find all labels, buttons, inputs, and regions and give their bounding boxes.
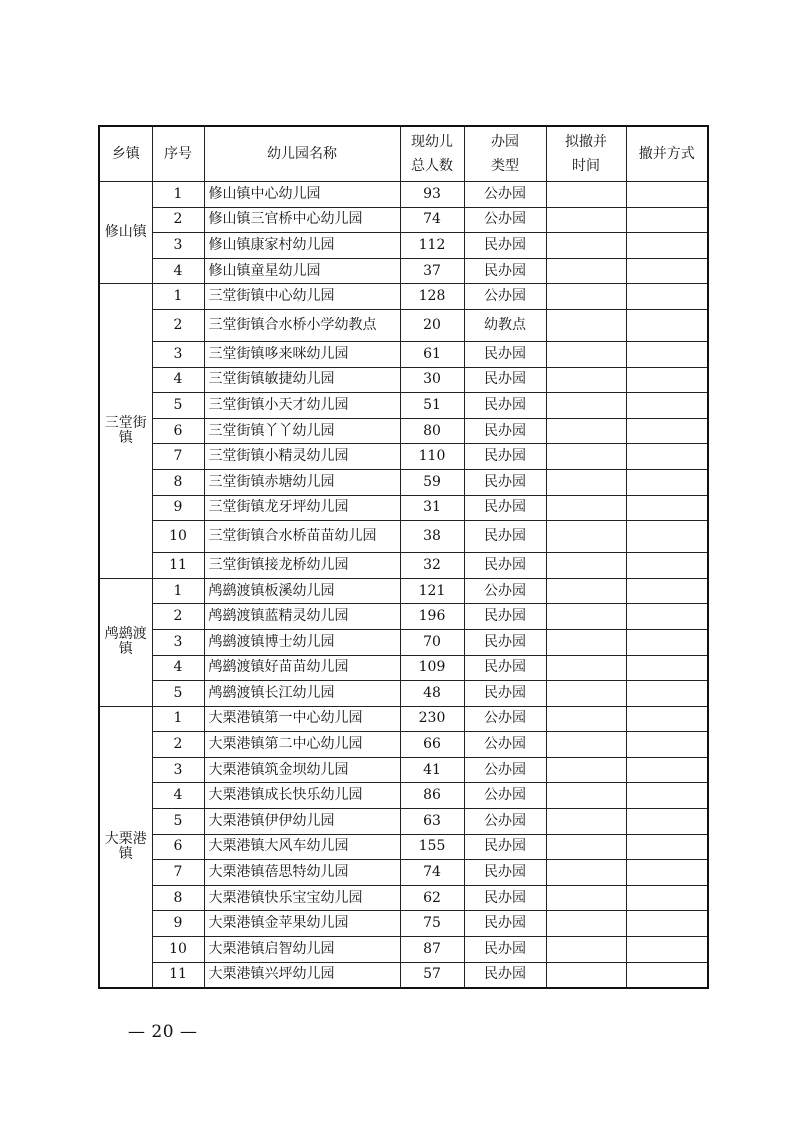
name-cell: 三堂街镇合水桥苗苗幼儿园 [204,521,400,553]
method-cell [626,757,708,783]
seq-cell: 3 [152,629,204,655]
type-cell: 民办园 [464,604,546,630]
method-cell [626,834,708,860]
seq-cell: 3 [152,341,204,367]
table-row [99,937,708,963]
time-cell [546,284,626,310]
method-cell [626,469,708,495]
time-cell [546,444,626,470]
type-cell: 民办园 [464,911,546,937]
header-time [546,126,626,182]
header-count [400,126,464,182]
type-cell: 民办园 [464,521,546,553]
table-row [99,469,708,495]
town-cell: 修山镇 [99,182,152,284]
type-cell: 民办园 [464,418,546,444]
table-row [99,258,708,284]
method-cell [626,393,708,419]
table-row [99,962,708,988]
type-cell: 民办园 [464,885,546,911]
method-cell [626,578,708,604]
name-cell: 三堂街镇丫丫幼儿园 [204,418,400,444]
seq-cell: 4 [152,258,204,284]
seq-cell: 2 [152,732,204,758]
name-cell: 修山镇童星幼儿园 [204,258,400,284]
seq-cell: 4 [152,783,204,809]
kindergarten-table [98,125,709,989]
type-cell: 幼教点 [464,309,546,341]
count-cell: 62 [400,885,464,911]
name-cell: 大栗港镇启智幼儿园 [204,937,400,963]
time-cell [546,937,626,963]
count-cell: 32 [400,553,464,579]
type-cell: 民办园 [464,233,546,259]
method-cell [626,258,708,284]
method-cell [626,341,708,367]
seq-cell: 10 [152,937,204,963]
seq-cell: 1 [152,182,204,208]
count-cell: 74 [400,207,464,233]
header-time-line1: 拟撤并 [565,134,607,150]
header-name: 幼儿园名称 [204,126,400,182]
count-cell: 38 [400,521,464,553]
name-cell: 三堂街镇哆来咪幼儿园 [204,341,400,367]
count-cell: 61 [400,341,464,367]
name-cell: 鸬鹚渡镇板溪幼儿园 [204,578,400,604]
table-row [99,911,708,937]
table-row [99,681,708,707]
name-cell: 三堂街镇中心幼儿园 [204,284,400,310]
method-cell [626,418,708,444]
seq-cell: 8 [152,469,204,495]
header-town: 乡镇 [99,126,152,182]
time-cell [546,783,626,809]
header-method: 撤并方式 [626,126,708,182]
time-cell [546,469,626,495]
type-cell: 民办园 [464,962,546,988]
type-cell: 民办园 [464,495,546,521]
method-cell [626,911,708,937]
name-cell: 大栗港镇第一中心幼儿园 [204,706,400,732]
name-cell: 大栗港镇金苹果幼儿园 [204,911,400,937]
method-cell [626,309,708,341]
table-row [99,706,708,732]
name-cell: 修山镇三官桥中心幼儿园 [204,207,400,233]
time-cell [546,860,626,886]
count-cell: 66 [400,732,464,758]
method-cell [626,681,708,707]
table-row [99,655,708,681]
seq-cell: 7 [152,444,204,470]
method-cell [626,783,708,809]
type-cell: 公办园 [464,207,546,233]
type-cell: 民办园 [464,937,546,963]
time-cell [546,418,626,444]
method-cell [626,937,708,963]
header-type [464,126,546,182]
type-cell: 公办园 [464,284,546,310]
method-cell [626,233,708,259]
time-cell [546,578,626,604]
time-cell [546,182,626,208]
count-cell: 75 [400,911,464,937]
name-cell: 三堂街镇敏捷幼儿园 [204,367,400,393]
time-cell [546,809,626,835]
method-cell [626,284,708,310]
method-cell [626,521,708,553]
name-cell: 鸬鹚渡镇好苗苗幼儿园 [204,655,400,681]
time-cell [546,681,626,707]
name-cell: 鸬鹚渡镇长江幼儿园 [204,681,400,707]
method-cell [626,553,708,579]
count-cell: 30 [400,367,464,393]
seq-cell: 5 [152,393,204,419]
table-row [99,578,708,604]
count-cell: 37 [400,258,464,284]
count-cell: 230 [400,706,464,732]
table-row [99,860,708,886]
time-cell [546,367,626,393]
table-row [99,182,708,208]
town-cell: 三堂街镇 [99,284,152,578]
time-cell [546,732,626,758]
name-cell: 三堂街镇小天才幼儿园 [204,393,400,419]
seq-cell: 11 [152,553,204,579]
method-cell [626,444,708,470]
page-number: — 20 — [128,1022,198,1042]
type-cell: 民办园 [464,629,546,655]
type-cell: 民办园 [464,834,546,860]
seq-cell: 4 [152,367,204,393]
count-cell: 31 [400,495,464,521]
count-cell: 59 [400,469,464,495]
seq-cell: 3 [152,233,204,259]
name-cell: 大栗港镇伊伊幼儿园 [204,809,400,835]
name-cell: 鸬鹚渡镇蓝精灵幼儿园 [204,604,400,630]
seq-cell: 2 [152,207,204,233]
seq-cell: 5 [152,681,204,707]
name-cell: 修山镇中心幼儿园 [204,182,400,208]
time-cell [546,757,626,783]
time-cell [546,341,626,367]
count-cell: 93 [400,182,464,208]
type-cell: 民办园 [464,553,546,579]
table-row [99,341,708,367]
type-cell: 民办园 [464,258,546,284]
header-type-line1: 办园 [491,134,519,150]
count-cell: 196 [400,604,464,630]
method-cell [626,885,708,911]
time-cell [546,962,626,988]
seq-cell: 7 [152,860,204,886]
time-cell [546,393,626,419]
method-cell [626,706,708,732]
seq-cell: 3 [152,757,204,783]
name-cell: 修山镇康家村幼儿园 [204,233,400,259]
count-cell: 48 [400,681,464,707]
time-cell [546,258,626,284]
time-cell [546,233,626,259]
count-cell: 63 [400,809,464,835]
table-row [99,521,708,553]
time-cell [546,553,626,579]
seq-cell: 4 [152,655,204,681]
table-row [99,885,708,911]
method-cell [626,860,708,886]
count-cell: 41 [400,757,464,783]
name-cell: 大栗港镇大风车幼儿园 [204,834,400,860]
name-cell: 三堂街镇赤塘幼儿园 [204,469,400,495]
table-row [99,207,708,233]
method-cell [626,629,708,655]
count-cell: 109 [400,655,464,681]
time-cell [546,911,626,937]
count-cell: 80 [400,418,464,444]
name-cell: 大栗港镇成长快乐幼儿园 [204,783,400,809]
table-row [99,809,708,835]
time-cell [546,706,626,732]
seq-cell: 9 [152,495,204,521]
town-cell: 鸬鹚渡镇 [99,578,152,706]
table-row [99,732,708,758]
time-cell [546,309,626,341]
type-cell: 民办园 [464,393,546,419]
header-time-line2: 时间 [572,158,600,174]
name-cell: 大栗港镇蓓思特幼儿园 [204,860,400,886]
type-cell: 民办园 [464,681,546,707]
time-cell [546,495,626,521]
name-cell: 三堂街镇接龙桥幼儿园 [204,553,400,579]
method-cell [626,655,708,681]
name-cell: 三堂街镇小精灵幼儿园 [204,444,400,470]
method-cell [626,604,708,630]
table-row [99,233,708,259]
table-body [99,182,708,989]
seq-cell: 5 [152,809,204,835]
type-cell: 民办园 [464,444,546,470]
seq-cell: 9 [152,911,204,937]
count-cell: 74 [400,860,464,886]
seq-cell: 2 [152,604,204,630]
header-count-line2: 总人数 [411,158,453,174]
name-cell: 大栗港镇快乐宝宝幼儿园 [204,885,400,911]
method-cell [626,809,708,835]
count-cell: 121 [400,578,464,604]
name-cell: 大栗港镇筑金坝幼儿园 [204,757,400,783]
town-cell: 大栗港镇 [99,706,152,988]
method-cell [626,367,708,393]
table-row [99,604,708,630]
time-cell [546,629,626,655]
type-cell: 公办园 [464,182,546,208]
seq-cell: 6 [152,834,204,860]
seq-cell: 1 [152,284,204,310]
table-row [99,783,708,809]
time-cell [546,885,626,911]
time-cell [546,834,626,860]
seq-cell: 2 [152,309,204,341]
count-cell: 110 [400,444,464,470]
type-cell: 公办园 [464,732,546,758]
type-cell: 民办园 [464,469,546,495]
time-cell [546,521,626,553]
table-row [99,284,708,310]
name-cell: 三堂街镇龙牙坪幼儿园 [204,495,400,521]
header-type-line2: 类型 [491,158,519,174]
count-cell: 128 [400,284,464,310]
name-cell: 大栗港镇第二中心幼儿园 [204,732,400,758]
method-cell [626,207,708,233]
count-cell: 57 [400,962,464,988]
table-row [99,309,708,341]
type-cell: 民办园 [464,655,546,681]
method-cell [626,182,708,208]
time-cell [546,604,626,630]
type-cell: 公办园 [464,783,546,809]
type-cell: 公办园 [464,706,546,732]
type-cell: 民办园 [464,367,546,393]
count-cell: 51 [400,393,464,419]
count-cell: 70 [400,629,464,655]
table-header-row [99,126,708,182]
count-cell: 86 [400,783,464,809]
table-row [99,495,708,521]
header-seq: 序号 [152,126,204,182]
table-row [99,444,708,470]
seq-cell: 11 [152,962,204,988]
name-cell: 大栗港镇兴坪幼儿园 [204,962,400,988]
method-cell [626,495,708,521]
count-cell: 112 [400,233,464,259]
count-cell: 87 [400,937,464,963]
seq-cell: 6 [152,418,204,444]
name-cell: 鸬鹚渡镇博士幼儿园 [204,629,400,655]
table-row [99,553,708,579]
table-row [99,418,708,444]
seq-cell: 1 [152,578,204,604]
type-cell: 公办园 [464,578,546,604]
table-row [99,629,708,655]
name-cell: 三堂街镇合水桥小学幼教点 [204,309,400,341]
type-cell: 民办园 [464,860,546,886]
type-cell: 公办园 [464,809,546,835]
time-cell [546,655,626,681]
table-row [99,393,708,419]
table-row [99,367,708,393]
seq-cell: 8 [152,885,204,911]
seq-cell: 10 [152,521,204,553]
type-cell: 民办园 [464,341,546,367]
table-row [99,834,708,860]
count-cell: 20 [400,309,464,341]
header-count-line1: 现幼儿 [411,134,453,150]
count-cell: 155 [400,834,464,860]
method-cell [626,732,708,758]
type-cell: 公办园 [464,757,546,783]
method-cell [626,962,708,988]
seq-cell: 1 [152,706,204,732]
time-cell [546,207,626,233]
table-row [99,757,708,783]
